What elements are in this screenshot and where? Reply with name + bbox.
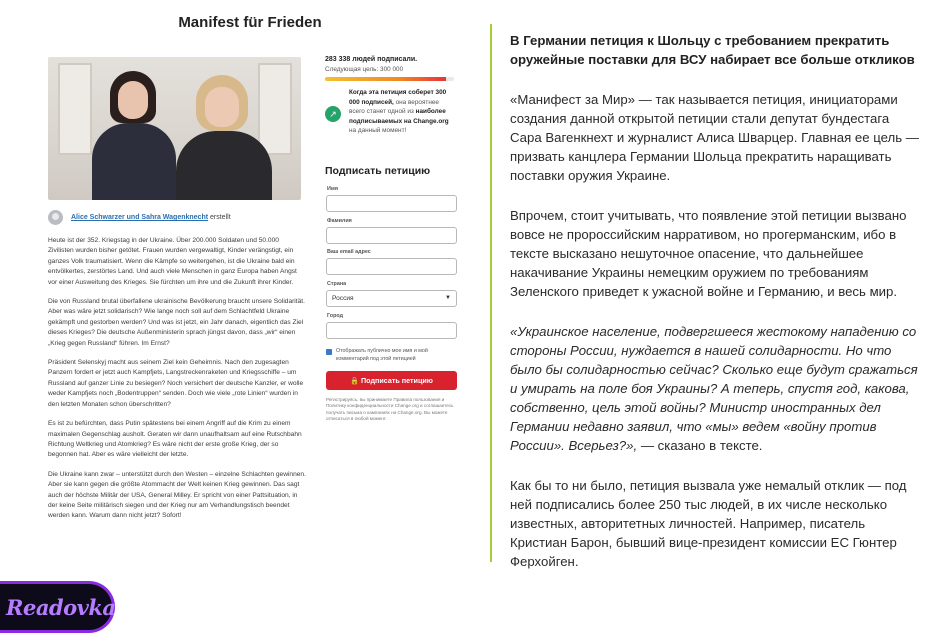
author-suffix: erstellt — [210, 214, 231, 221]
city-field[interactable] — [326, 322, 457, 339]
article-paragraph: Впрочем, стоит учитывать, что появление этой петиции вызвано вовсе не пророссийским нарративом, но прогерманским, ибо в тексте высказано нешуточное опасение, что дальнейшее накачивание Украины немецким оружием по требованиям Зеленского приведет к ужасной войне и Германию, и весь мир. — [510, 208, 907, 299]
country-label: Страна — [327, 281, 347, 287]
progress-bar-fill — [325, 77, 446, 81]
petition-paragraph: Es ist zu befürchten, dass Putin spätestens bei einem Angriff auf die Krim zu einem maximalen Gegenschlag ausholt. Geraten wir dann unaufhaltsam auf eine Rutschbahn Richtung Weltkrieg und Atomkrieg? Es wäre nicht der erste große Krieg, der so begonnen hat. Aber es wäre vielleicht der letzte. — [48, 420, 302, 459]
signature-count: 283 338 людей подписали. — [325, 56, 418, 63]
article-headline: В Германии петиция к Шольцу с требованием прекратить оружейные поставки для ВСУ набирает все больше откликов — [510, 33, 915, 67]
country-value: Россия — [332, 295, 354, 302]
petition-text — [48, 236, 306, 531]
petition-screenshot — [40, 0, 490, 640]
avatar-icon — [48, 210, 63, 225]
sign-petition-button[interactable]: 🔒 Подписать петицию — [326, 371, 457, 390]
petition-author — [48, 210, 231, 225]
petition-photo — [48, 57, 301, 200]
petition-title: Manifest für Frieden — [178, 14, 322, 31]
last-name-field[interactable] — [326, 227, 457, 244]
logo-text: Readovka — [6, 595, 116, 620]
first-name-label: Имя — [327, 186, 339, 192]
progress-bar — [325, 77, 454, 81]
author-link[interactable]: Alice Schwarzer und Sahra Wagenknecht — [71, 214, 209, 221]
signature-stats — [325, 56, 455, 136]
petition-paragraph: Heute ist der 352. Kriegstag in der Ukraine. Über 200.000 Soldaten und 50.000 Zivilisten wurden bisher getötet. Frauen wurden vergewaltigt, Kinder verängstigt, ein ganzes Volk traumatisiert. Wenn die Kämpfe so weitergehen, ist die Ukraine bald ein entvölkertes, zerstörtes Land. Und auch viele Menschen in ganz Europa haben Angst vor einer Ausweitung des Krieges. Sie fürchten um ihre und die Zukunft ihrer Kinder. — [48, 237, 297, 286]
article-quote — [510, 322, 922, 455]
sign-form-title: Подписать петицию — [325, 165, 431, 177]
milestone-tip — [325, 88, 455, 136]
article-paragraph: Как бы то ни было, петиция вызвала уже немалый отклик — под ней подписались более 250 тыс людей, в их числе несколько известных, авторитетных личностей. Например, писатель Кристиан Барон, бывший вице-президент комиссии ЕС Гюнтер Ферхойген. — [510, 478, 907, 569]
consent-checkbox[interactable] — [326, 349, 332, 355]
email-label: Ваш email адрес — [327, 249, 371, 255]
petition-paragraph: Präsident Selenskyj macht aus seinem Ziel kein Geheimnis. Nach den zugesagten Panzern fordert er jetzt auch Kampfjets, Langstreckenraketen und Kriegsschiffe – um Russland auf ganzer Linie zu besiegen? Noch versichert der deutsche Kanzler, er wolle weder Kampfjets noch „Bodentruppen“ senden. Doch wie viele „rote Linien“ wurden in den letzten Monaten schon überschritten? — [48, 359, 304, 408]
consent-option[interactable] — [326, 348, 456, 363]
legal-notice: Регистрируясь, вы принимаете Правила пользования и Политику конфиденциальности Change.org и соглашаетесь получать письма о кампаниях на Change.org. Вы можете отписаться в любой момент. — [326, 397, 454, 422]
consent-text: Отображать публично мое имя и мой комментарий под этой петицией — [336, 348, 428, 362]
quote-tail: — сказано в тексте. — [637, 438, 763, 453]
article — [490, 24, 922, 569]
readovka-logo — [0, 581, 115, 633]
signature-goal: Следующая цель: 300 000 — [325, 66, 404, 73]
first-name-field[interactable] — [326, 195, 457, 212]
trend-up-icon: ↗ — [325, 106, 341, 122]
chevron-down-icon: ▼ — [445, 295, 451, 301]
petition-paragraph: Die Ukraine kann zwar – unterstützt durch den Westen – einzelne Schlachten gewinnen. Aber sie kann gegen die größte Atommacht der Welt keinen Krieg gewinnen. Das sagt auch der höchste Militär der USA, General Milley. Er spricht von einer Pattsituation, in der keine Seite militärisch siegen und der Krieg nur am Verhandlungstisch beendet werden kann. Warum dann nicht jetzt? Sofort! — [48, 470, 306, 520]
milestone-text: Когда эта петиция соберет 300 000 подписей, она вероятнее всего станет одной из наиболее подписываемых на Change.org на данный момент! — [349, 89, 449, 135]
last-name-label: Фамилия — [327, 218, 352, 224]
article-paragraph: «Манифест за Мир» — так называется петиция, инициаторами создания данной открытой петиции стали депутат бундестага Сара Вагенкнехт и журналист Алиса Шварцер. Главная ее цель — призвать канцлера Германии Шольца прекратить наращивать поставки оружия Украине. — [510, 92, 919, 183]
email-field[interactable] — [326, 258, 457, 275]
quote-text: «Украинское население, подвергшееся жестокому нападению со стороны России, нуждается в нашей солидарности. Но что было бы солидарностью сейчас? Сколько еще будут сражаться и умирать на поле боя Украины? А теперь, спустя год, какова, собственно, цель этой войны? Министр иностранных дел Германии недавно заявил, что «мы» ведем «войну против России». Всерьез?», — [510, 324, 918, 453]
petition-paragraph: Die von Russland brutal überfallene ukrainische Bevölkerung braucht unsere Solidarität. Aber was wäre jetzt solidarisch? Wie lange noch soll auf dem Schlachtfeld Ukraine gekämpft und gestorben werden? Und was ist jetzt, ein Jahr danach, eigentlich das Ziel dieses Krieges? Die deutsche Außenministerin sprach jüngst davon, dass „wir“ einen „Krieg gegen Russland“ führen. Im Ernst? — [48, 298, 305, 347]
country-select[interactable] — [326, 290, 457, 307]
lock-icon: 🔒 — [350, 376, 359, 385]
city-label: Город — [327, 313, 344, 319]
